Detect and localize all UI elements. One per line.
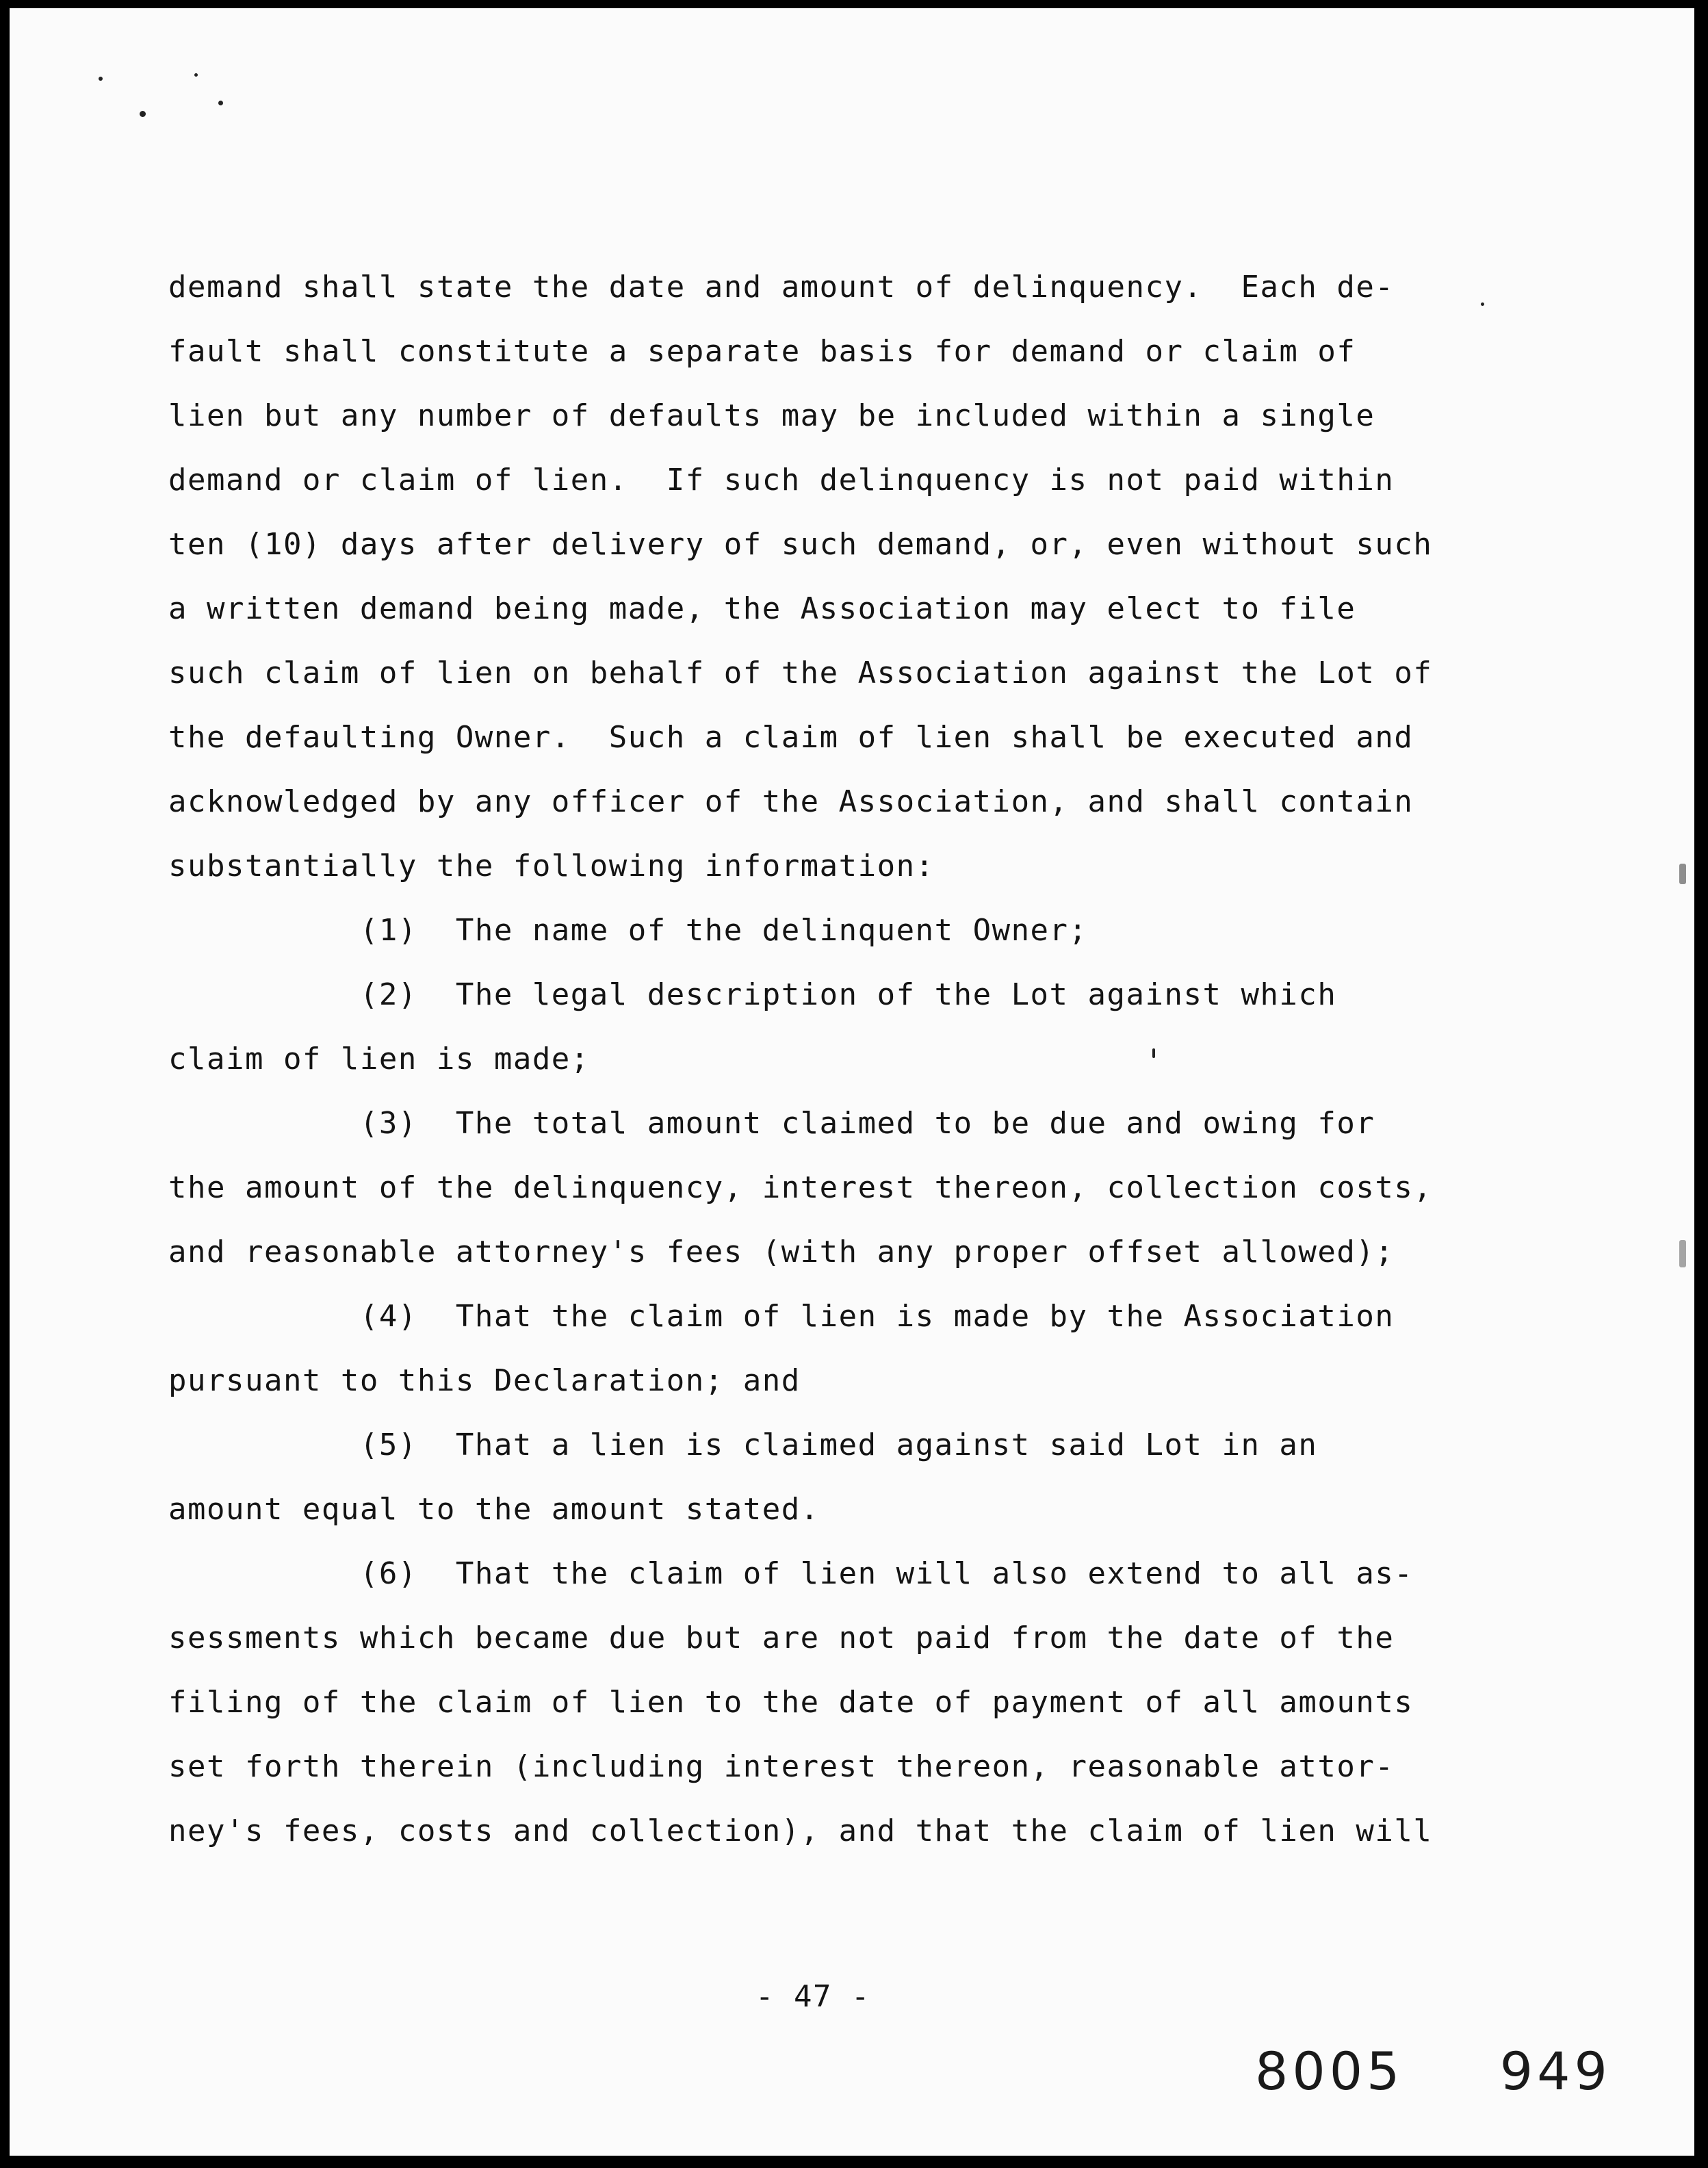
text-line: and reasonable attorney's fees (with any proper offset allowed); [168, 1235, 1395, 1269]
scan-speck [218, 101, 223, 105]
text-line: fault shall constitute a separate basis for demand or claim of [168, 334, 1356, 369]
scan-speck [1679, 1240, 1686, 1267]
text-line: demand shall state the date and amount of delinquency. Each de- [168, 270, 1395, 305]
text-line: a written demand being made, the Association may elect to file [168, 591, 1356, 626]
page-number: - 47 - [755, 1979, 870, 2014]
scan-speck [1679, 864, 1686, 884]
text-line: claim of lien is made; [168, 1042, 590, 1076]
text-line: ten (10) days after delivery of such demand, or, even without such [168, 527, 1433, 562]
body-text [168, 270, 1537, 1848]
list-item-line: (4) That the claim of lien is made by the Association [168, 1299, 1395, 1334]
scan-speck [194, 73, 198, 77]
text-line: the amount of the delinquency, interest thereon, collection costs, [168, 1170, 1433, 1205]
text-line: pursuant to this Declaration; and [168, 1363, 801, 1398]
text-line: acknowledged by any officer of the Association, and shall contain [168, 784, 1414, 819]
text-line: amount equal to the amount stated. [168, 1492, 820, 1527]
text-line: demand or claim of lien. If such delinquency is not paid within [168, 463, 1395, 498]
text-line: lien but any number of defaults may be included within a single [168, 398, 1375, 433]
scan-speck [99, 77, 103, 81]
text-line: sessments which became due but are not paid from the date of the [168, 1621, 1395, 1655]
text-line: substantially the following information: [168, 849, 935, 883]
text-line: set forth therein (including interest thereon, reasonable attor- [168, 1749, 1395, 1784]
list-item-line: (1) The name of the delinquent Owner; [168, 913, 1088, 948]
document-page [10, 8, 1694, 2156]
text-line: such claim of lien on behalf of the Association against the Lot of [168, 656, 1433, 691]
scan-speck [140, 111, 146, 117]
list-item-line: (2) The legal description of the Lot against which [168, 977, 1337, 1012]
list-item-line: (3) The total amount claimed to be due and owing for [168, 1106, 1375, 1141]
document-number: 8005 949 [1255, 2041, 1612, 2102]
text-line: the defaulting Owner. Such a claim of lien shall be executed and [168, 720, 1414, 755]
list-item-line: (5) That a lien is claimed against said Lot in an [168, 1428, 1318, 1462]
list-item-line: (6) That the claim of lien will also extend to all as- [168, 1556, 1414, 1591]
text-line: filing of the claim of lien to the date of payment of all amounts [168, 1685, 1414, 1720]
text-line: ney's fees, costs and collection), and that the claim of lien will [168, 1814, 1433, 1848]
